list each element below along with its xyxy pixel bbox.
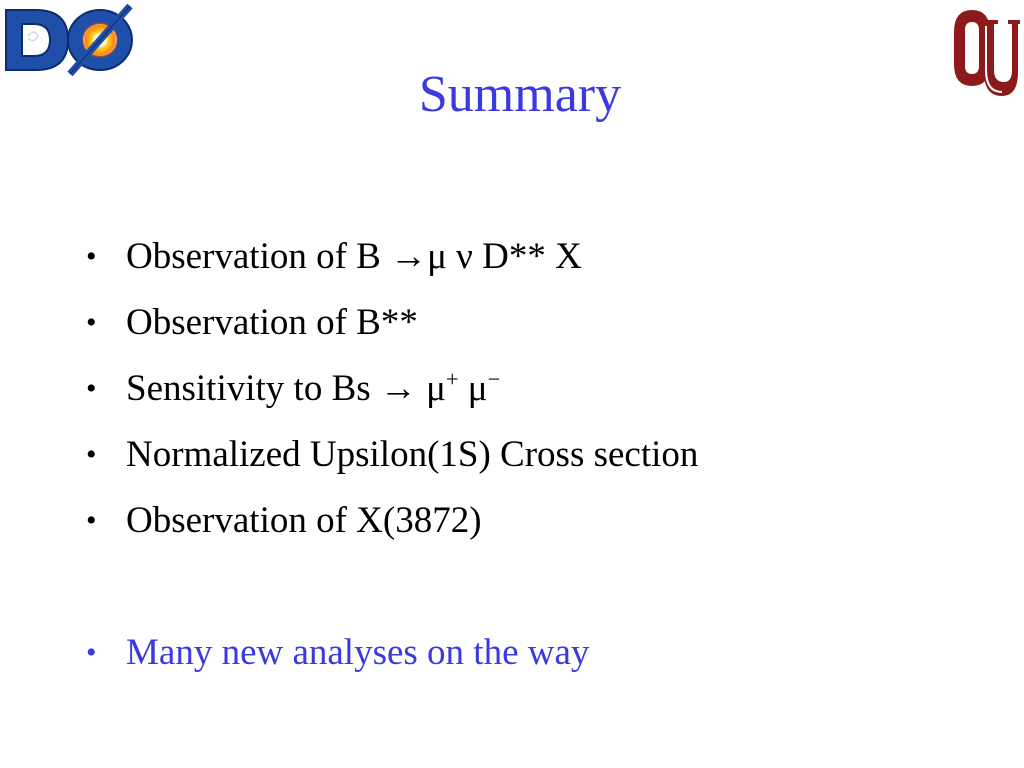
bullet-dot: • <box>86 438 97 471</box>
bullet-item <box>86 298 698 364</box>
bullet-dot: • <box>86 504 97 537</box>
bullet-dot: • <box>86 636 97 669</box>
bullet-dot: • <box>86 372 97 405</box>
bullet-text: μ <box>458 368 488 409</box>
bullet-text: Observation of B** <box>126 302 418 343</box>
bullet-dot: • <box>86 240 97 273</box>
bullet-text: Many new analyses on the way <box>126 632 590 673</box>
bullet-text: Observation of B →μ ν D** X <box>126 236 582 277</box>
bullet-item <box>86 364 698 430</box>
bullet-superscript: − <box>487 366 501 392</box>
bullet-item <box>86 430 698 496</box>
bullet-item <box>86 232 698 298</box>
bullet-item <box>86 496 698 628</box>
bullet-text: Sensitivity to Bs → μ <box>126 368 446 409</box>
bullet-superscript: + <box>446 366 459 392</box>
bullet-list <box>86 232 698 694</box>
bullet-text: Normalized Upsilon(1S) Cross section <box>126 434 699 475</box>
bullet-item-highlight <box>86 628 698 694</box>
bullet-dot: • <box>86 306 97 339</box>
bullet-text: Observation of X(3872) <box>126 500 482 541</box>
slide-title: Summary <box>418 66 622 123</box>
